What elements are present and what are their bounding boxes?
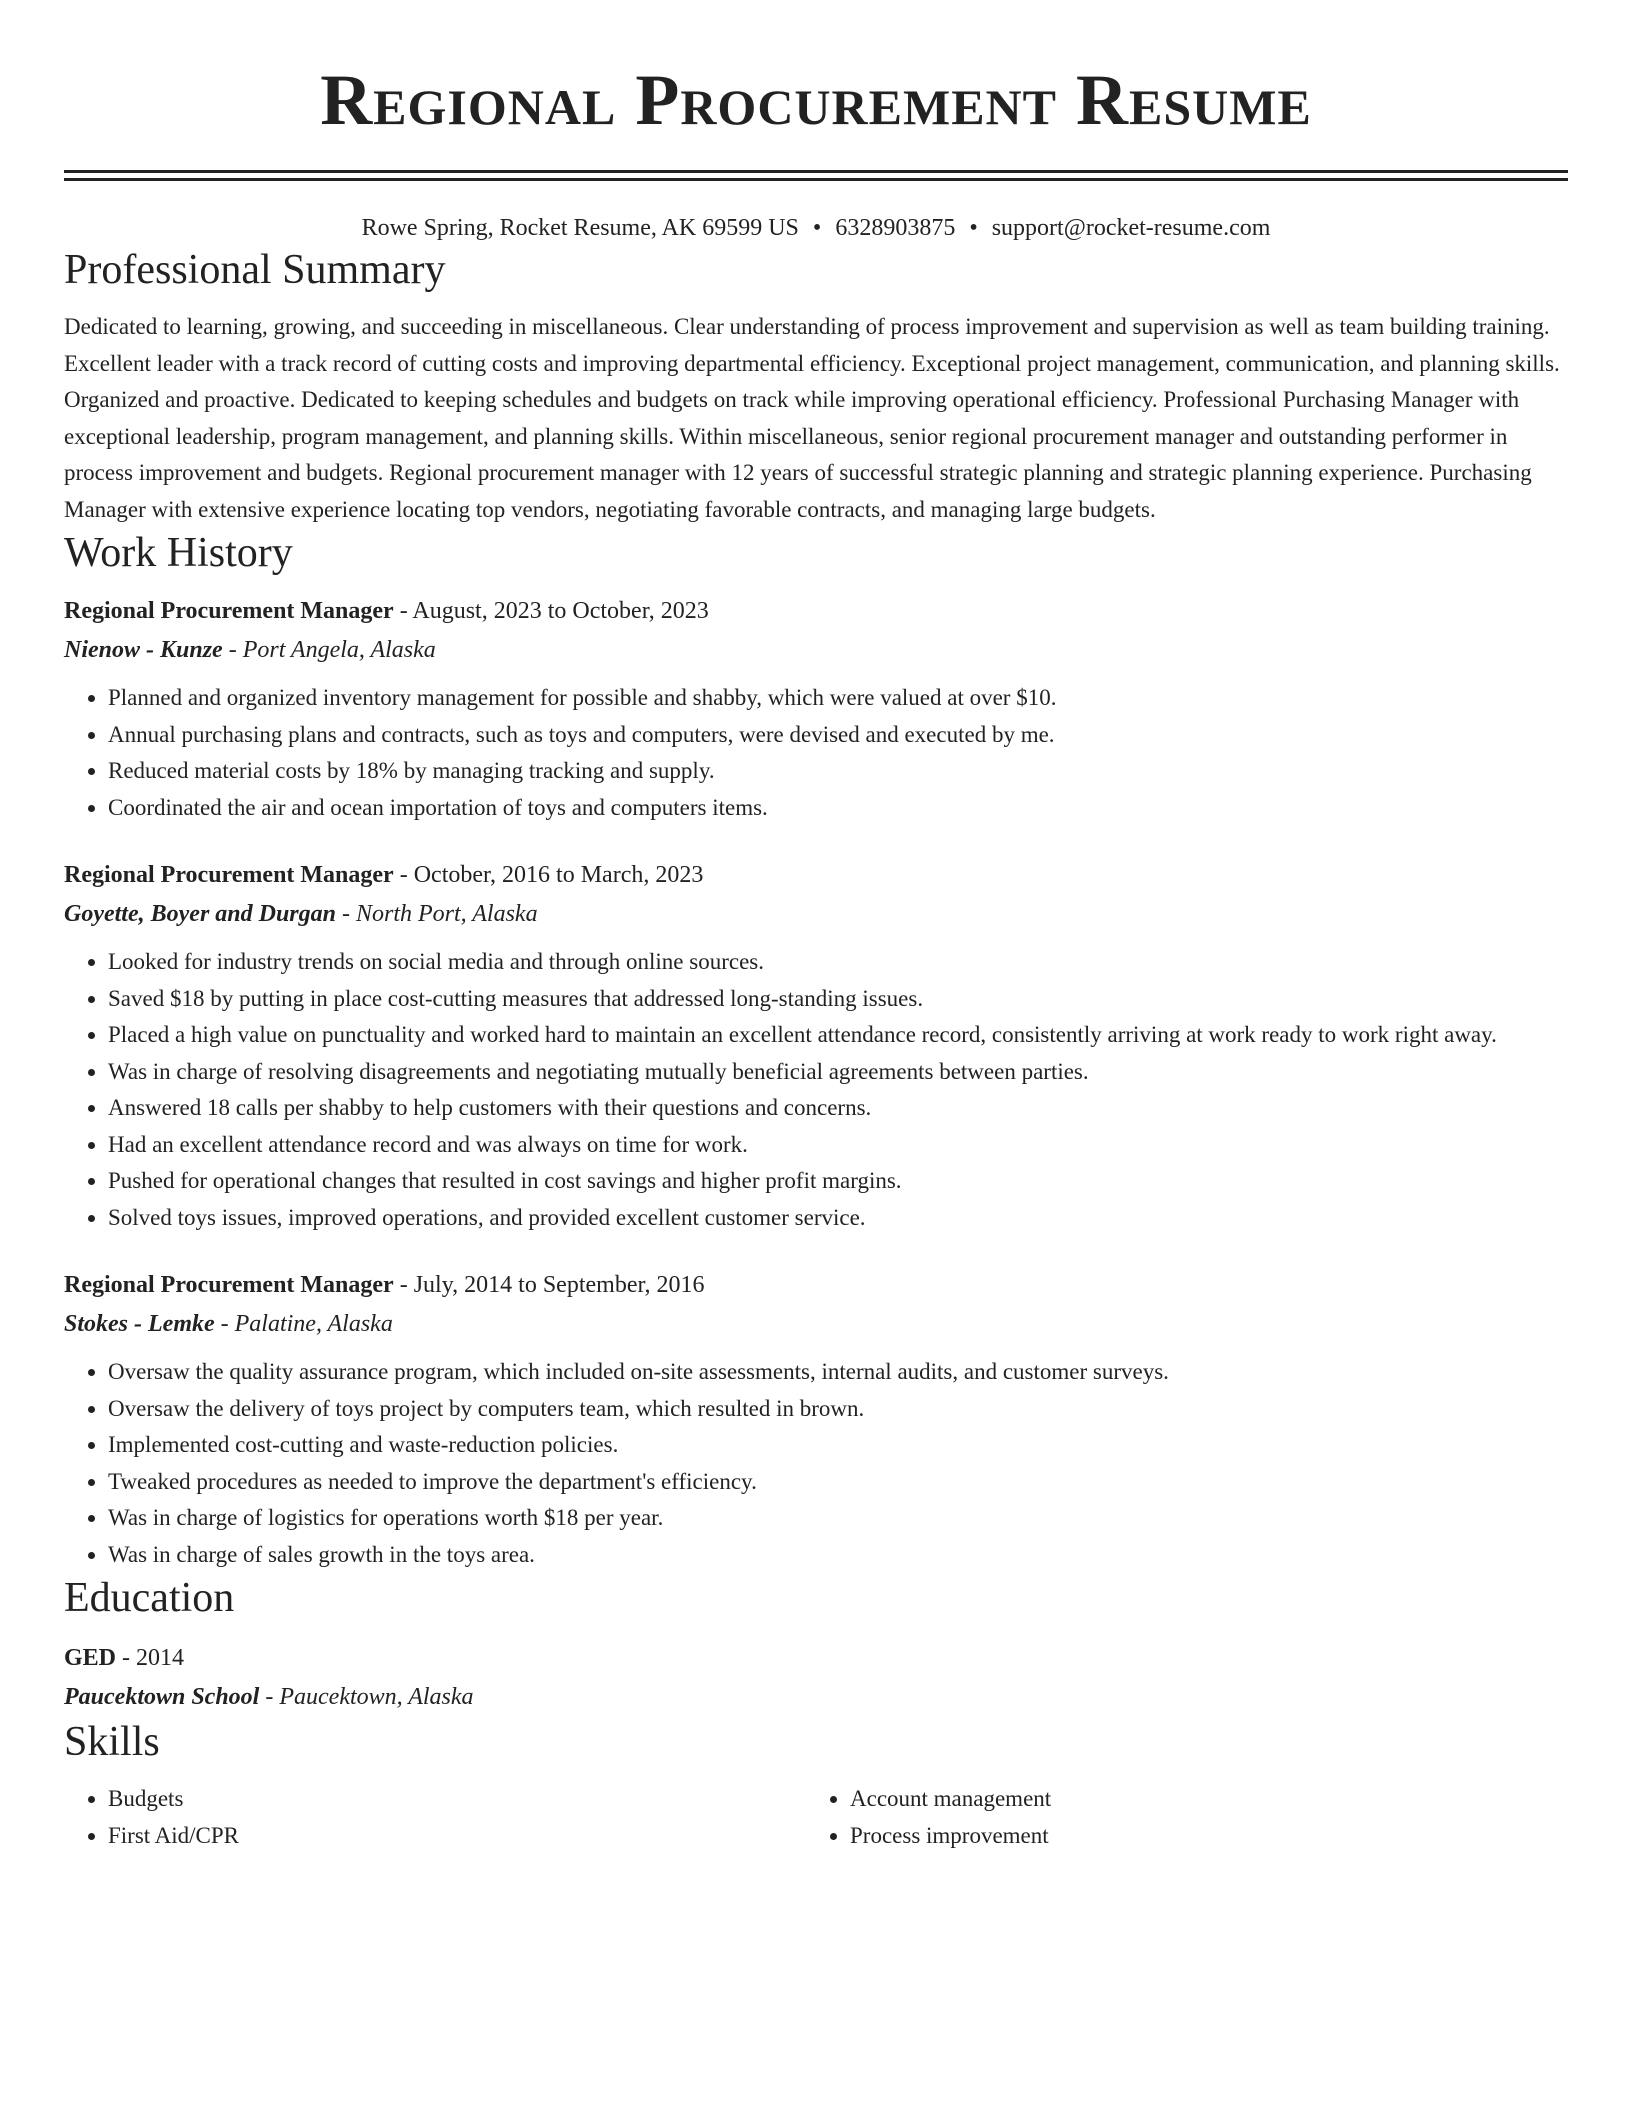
contact-line	[64, 211, 1568, 245]
job-title-line	[64, 592, 1568, 630]
job-bullet: • Oversaw the quality assurance program, which included on-site assessments, internal audits, and customer surveys.	[108, 1354, 1568, 1391]
skills-right-column	[806, 1781, 1548, 1854]
education-degree-line	[64, 1639, 1568, 1677]
job-location: - Palatine, Alaska	[214, 1311, 393, 1337]
skills-left-column	[64, 1781, 806, 1854]
job-bullets	[64, 944, 1568, 1236]
job-location: - Port Angela, Alaska	[222, 637, 436, 663]
skill-item: • Budgets	[108, 1781, 806, 1818]
summary-heading: Professional Summary	[64, 247, 446, 293]
job-title: Regional Procurement Manager	[64, 1272, 394, 1298]
job-bullet: • Planned and organized inventory management for possible and shabby, which were valued at over $10.	[108, 680, 1568, 717]
skill-item: • Process improvement	[850, 1818, 1548, 1855]
job-bullet: • Pushed for operational changes that resulted in cost savings and higher profit margins.	[108, 1163, 1568, 1200]
education-school-line	[64, 1677, 1568, 1717]
job-bullet: • Coordinated the air and ocean importation of toys and computers items.	[108, 790, 1568, 827]
job-entry	[64, 592, 1568, 826]
job-title: Regional Procurement Manager	[64, 862, 394, 888]
job-bullet: • Solved toys issues, improved operations, and provided excellent customer service.	[108, 1200, 1568, 1237]
skill-item: • First Aid/CPR	[108, 1818, 806, 1855]
education-location: - Paucektown, Alaska	[259, 1684, 474, 1710]
education-degree: GED	[64, 1645, 117, 1671]
job-company: Nienow - Kunze	[64, 637, 223, 663]
skills-heading: Skills	[64, 1719, 160, 1765]
job-entry	[64, 1266, 1568, 1573]
job-bullet: • Was in charge of resolving disagreements and negotiating mutually beneficial agreements between parties.	[108, 1054, 1568, 1091]
job-bullet: • Had an excellent attendance record and was always on time for work.	[108, 1127, 1568, 1164]
job-company: Goyette, Boyer and Durgan	[64, 901, 336, 927]
education-heading: Education	[64, 1575, 235, 1621]
job-bullet: • Tweaked procedures as needed to improve the department's efficiency.	[108, 1464, 1568, 1501]
job-title-line	[64, 1266, 1568, 1304]
job-bullets	[64, 1354, 1568, 1573]
summary-text: Dedicated to learning, growing, and succeeding in miscellaneous. Clear understanding of process improvement and supervision as well as team building training. Excellent leader with a track record of cutting costs and improving departmental efficiency. Exceptional project management, communication, and planning skills. Organized and proactive. Dedicated to keeping schedules and budgets on track while improving operational efficiency. Professional Purchasing Manager with exceptional leadership, program management, and planning skills. Within miscellaneous, senior regional procurement manager and outstanding performer in process improvement and budgets. Regional procurement manager with 12 years of successful strategic planning and strategic planning experience. Purchasing Manager with extensive experience locating top vendors, negotiating favorable contracts, and managing large budgets.	[64, 314, 1560, 522]
education-entry	[64, 1639, 1568, 1717]
job-company: Stokes - Lemke	[64, 1311, 215, 1337]
job-bullet: • Annual purchasing plans and contracts, such as toys and computers, were devised and executed by me.	[108, 717, 1568, 754]
job-bullet: • Was in charge of logistics for operations worth $18 per year.	[108, 1500, 1568, 1537]
job-company-line	[64, 630, 1568, 670]
resume-title: Regional Procurement Resume	[320, 60, 1312, 140]
job-dates: - July, 2014 to September, 2016	[393, 1272, 705, 1298]
job-bullet: • Placed a high value on punctuality and worked hard to maintain an excellent attendance record, consistently arriving at work ready to work right away.	[108, 1017, 1568, 1054]
contact-separator: •	[969, 215, 978, 241]
education-school: Paucektown School	[64, 1684, 260, 1710]
contact-phone: 6328903875	[835, 215, 956, 241]
job-bullet: • Answered 18 calls per shabby to help customers with their questions and concerns.	[108, 1090, 1568, 1127]
job-bullet: • Looked for industry trends on social media and through online sources.	[108, 944, 1568, 981]
job-bullets	[64, 680, 1568, 826]
job-title-line	[64, 856, 1568, 894]
contact-separator: •	[812, 215, 822, 241]
job-company-line	[64, 894, 1568, 934]
skills-columns	[64, 1781, 1568, 1854]
job-bullet: • Reduced material costs by 18% by managing tracking and supply.	[108, 753, 1568, 790]
skill-item: • Account management	[850, 1781, 1548, 1818]
contact-email: support@rocket-resume.com	[991, 215, 1271, 241]
work-history-heading: Work History	[64, 530, 293, 576]
job-location: - North Port, Alaska	[336, 901, 538, 927]
contact-address: Rowe Spring, Rocket Resume, AK 69599 US	[361, 215, 799, 241]
job-bullet: • Saved $18 by putting in place cost-cutting measures that addressed long-standing issues.	[108, 981, 1568, 1018]
job-entry	[64, 856, 1568, 1236]
job-bullet: • Oversaw the delivery of toys project by computers team, which resulted in brown.	[108, 1391, 1568, 1428]
job-dates: - August, 2023 to October, 2023	[393, 598, 709, 624]
title-double-rule	[64, 170, 1568, 181]
job-dates: - October, 2016 to March, 2023	[393, 862, 704, 888]
job-company-line	[64, 1304, 1568, 1344]
job-bullet: • Was in charge of sales growth in the toys area.	[108, 1537, 1568, 1574]
job-title: Regional Procurement Manager	[64, 598, 394, 624]
education-year: - 2014	[116, 1645, 185, 1671]
job-bullet: • Implemented cost-cutting and waste-reduction policies.	[108, 1427, 1568, 1464]
